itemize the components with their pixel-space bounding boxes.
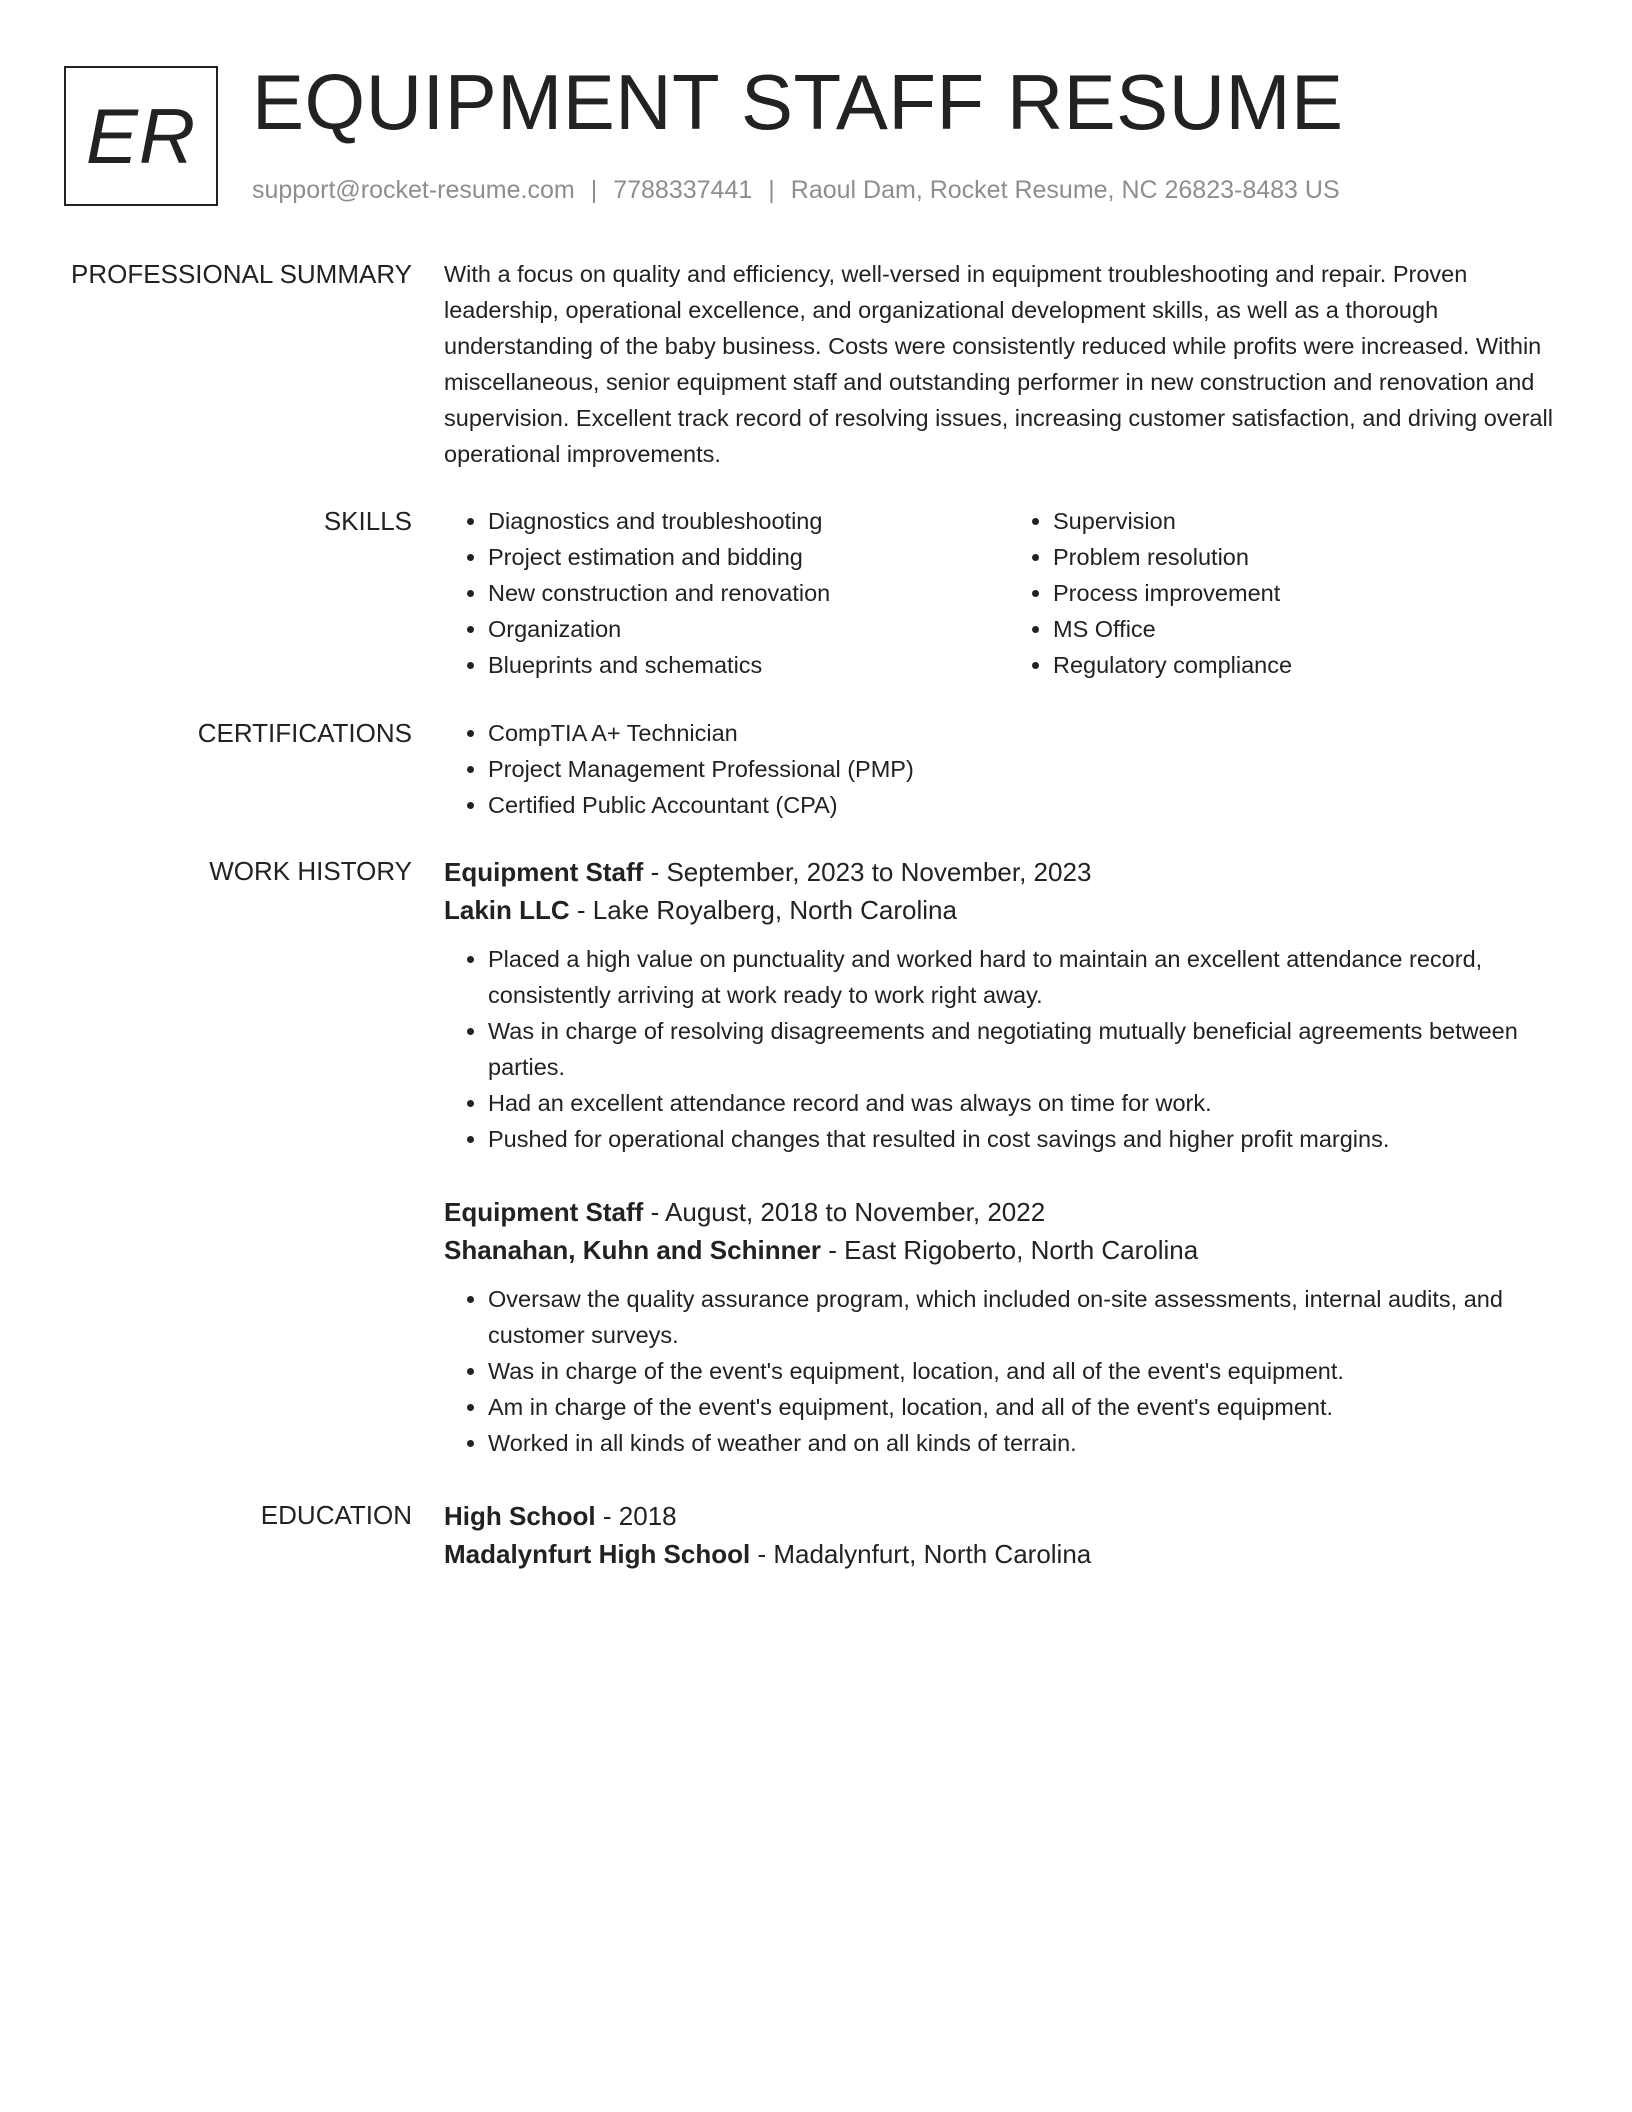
job-company-line — [444, 1231, 1574, 1269]
section-content — [444, 715, 1574, 823]
section-label: CERTIFICATIONS — [197, 718, 412, 748]
skill-item: • Process improvement — [1053, 575, 1574, 611]
skills-list-left — [444, 503, 1009, 683]
job-company: Lakin LLC — [444, 895, 570, 925]
education-degree-line — [444, 1497, 1574, 1535]
job-bullet: • Pushed for operational changes that resulted in cost savings and higher profit margins. — [488, 1121, 1574, 1157]
contact-address: Raoul Dam, Rocket Resume, NC 26823-8483 US — [790, 176, 1340, 204]
certification-item: • CompTIA A+ Technician — [488, 715, 1574, 751]
education-year: - 2018 — [595, 1501, 677, 1531]
summary-text: With a focus on quality and efficiency, well-versed in equipment troubleshooting and repair. Proven leadership, operational excellence, and organizational development skills, as well as a thorough understanding of the baby business. Costs were consistently reduced while profits were increased. Within miscellaneous, senior equipment staff and outstanding performer in new construction and renovation and supervision. Excellent track record of resolving issues, increasing customer satisfaction, and driving overall operational improvements. — [444, 261, 1553, 467]
job-bullet: • Placed a high value on punctuality and worked hard to maintain an excellent attendance record, consistently arriving at work ready to work right away. — [488, 941, 1574, 1013]
section-label: SKILLS — [323, 506, 412, 536]
section-label: PROFESSIONAL SUMMARY — [71, 259, 412, 289]
job-bullet: • Was in charge of the event's equipment, location, and all of the event's equipment. — [488, 1353, 1574, 1389]
skill-item: • MS Office — [1053, 611, 1574, 647]
job-location: - East Rigoberto, North Carolina — [821, 1235, 1199, 1265]
skills-columns — [444, 503, 1574, 683]
skill-item: • Problem resolution — [1053, 539, 1574, 575]
monogram-badge — [64, 66, 218, 206]
job-dates: - September, 2023 to November, 2023 — [643, 857, 1092, 887]
skill-item: • Project estimation and bidding — [488, 539, 1009, 575]
job-company: Shanahan, Kuhn and Schinner — [444, 1235, 822, 1265]
skill-item: • Diagnostics and troubleshooting — [488, 503, 1009, 539]
job-entry — [444, 853, 1574, 1157]
job-bullets — [444, 1281, 1574, 1461]
skill-item: • Organization — [488, 611, 1009, 647]
education-school-line — [444, 1535, 1574, 1573]
job-dates: - August, 2018 to November, 2022 — [643, 1197, 1046, 1227]
skills-list-right — [1009, 503, 1574, 683]
education-degree: High School — [444, 1501, 596, 1531]
contact-separator: | — [590, 176, 598, 204]
monogram-text: ER — [85, 91, 197, 180]
education-entry — [444, 1497, 1574, 1573]
job-title: Equipment Staff — [444, 1197, 644, 1227]
job-company-line — [444, 891, 1574, 929]
job-title-line — [444, 1193, 1574, 1231]
section-content — [444, 256, 1574, 472]
contact-email[interactable]: support@rocket-resume.com — [252, 176, 575, 204]
education-location: - Madalynfurt, North Carolina — [750, 1539, 1092, 1569]
skill-item: • Blueprints and schematics — [488, 647, 1009, 683]
job-location: - Lake Royalberg, North Carolina — [569, 895, 957, 925]
job-bullet: • Oversaw the quality assurance program, which included on-site assessments, internal audits, and customer surveys. — [488, 1281, 1574, 1353]
skill-item: • Supervision — [1053, 503, 1574, 539]
resume-title: EQUIPMENT STAFF RESUME — [252, 58, 1344, 146]
job-bullets — [444, 941, 1574, 1157]
job-title: Equipment Staff — [444, 857, 644, 887]
job-entry — [444, 1193, 1574, 1461]
certification-item: • Project Management Professional (PMP) — [488, 751, 1574, 787]
job-bullet: • Am in charge of the event's equipment, location, and all of the event's equipment. — [488, 1389, 1574, 1425]
education-school: Madalynfurt High School — [444, 1539, 751, 1569]
skill-item: • New construction and renovation — [488, 575, 1009, 611]
job-bullet: • Had an excellent attendance record and was always on time for work. — [488, 1085, 1574, 1121]
section-label: EDUCATION — [260, 1500, 412, 1530]
skill-item: • Regulatory compliance — [1053, 647, 1574, 683]
contact-separator: | — [768, 176, 775, 204]
job-bullet: • Worked in all kinds of weather and on all kinds of terrain. — [488, 1425, 1574, 1461]
contact-line — [252, 172, 1340, 208]
job-bullet: • Was in charge of resolving disagreements and negotiating mutually beneficial agreements between parties. — [488, 1013, 1574, 1085]
job-title-line — [444, 853, 1574, 891]
certification-item: • Certified Public Accountant (CPA) — [488, 787, 1574, 823]
contact-phone[interactable]: 7788337441 — [613, 176, 753, 204]
certifications-list — [444, 715, 1574, 823]
section-label: WORK HISTORY — [209, 856, 412, 886]
